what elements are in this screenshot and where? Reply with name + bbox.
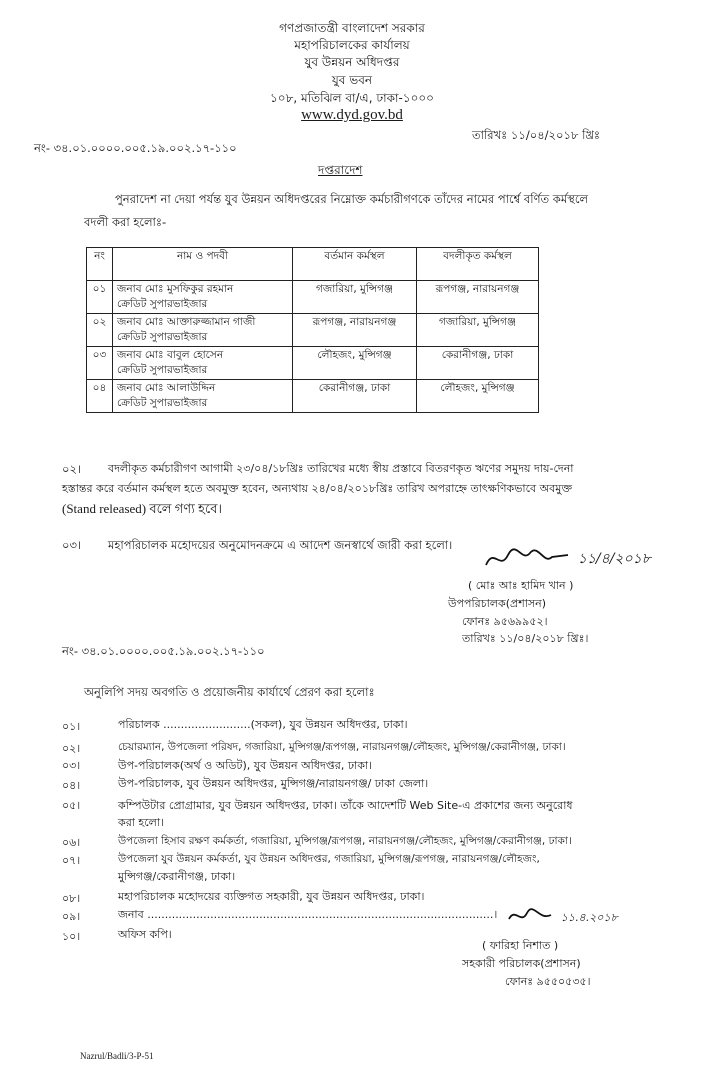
header-website[interactable]: www.dyd.gov.bd [301, 107, 403, 123]
clause-3-text: মহাপরিচালক মহোদয়ের অনুমোদনক্রমে এ আদেশ জনস্বার্থে জারী করা হলো। [108, 538, 453, 552]
copy-item-text-cont: করা হলো। [118, 816, 164, 829]
cell-transferred: গজারিয়া, মুন্সিগঞ্জ [417, 314, 539, 347]
header-govt: গণপ্রজাতন্ত্রী বাংলাদেশ সরকার [279, 21, 425, 35]
cell-current: গজারিয়া, মুন্সিগঞ্জ [293, 281, 417, 314]
cell-no: ০১ [87, 281, 113, 314]
copy-item-number: ০৫। [62, 799, 81, 812]
signer-2-name: ( ফারিহা নিশাত ) [482, 939, 559, 952]
clause-2-line3: (Stand released) বলে গণ্য হবে। [62, 501, 223, 516]
clause-2-line2: হস্তান্তর করে বর্তমান কর্মস্থল হতে অবমুক্ত হবেন, অন্যথায় ২৪/০৪/২০১৮খ্রিঃ তারিখ অপরাহ্নে তাৎক্ষণিকভাবে অবমুক্ত [62, 482, 573, 495]
header-building: যুব ভবন [331, 73, 373, 87]
copy-item-text: উপ-পরিচালক(অর্থ ও অডিট), যুব উন্নয়ন অধিদপ্তর, ঢাকা। [118, 759, 373, 772]
copy-item-number: ০২। [62, 742, 81, 755]
copy-item-text: কম্পিউটার প্রোগ্রামার, যুব উন্নয়ন অধিদপ্তর, ঢাকা। তাঁকে আদেশটি Web Site-এ প্রকাশের জন্য অনুরোধ [118, 799, 573, 812]
table-header-row [87, 248, 539, 281]
cell-name [113, 314, 293, 347]
memo-title: দপ্তরাদেশ [318, 163, 363, 177]
employee-designation: ক্রেডিট সুপারভাইজার [117, 397, 208, 409]
signature-2 [505, 905, 618, 934]
copy-intro: অনুলিপি সদয় অবগতি ও প্রয়োজনীয় কার্যার্থে প্রেরণ করা হলোঃ [84, 685, 375, 699]
employee-designation: ক্রেডিট সুপারভাইজার [117, 364, 208, 376]
memo-date: তারিখঃ ১১/০৪/২০১৮ খ্রিঃ [472, 128, 601, 142]
signer-1-name: ( মোঃ আঃ হামিদ খান ) [468, 579, 574, 592]
signer-2-title: সহকারী পরিচালক(প্রশাসন) [462, 957, 581, 970]
copy-item-number: ০৯। [62, 910, 81, 923]
employee-designation: ক্রেডিট সুপারভাইজার [117, 331, 208, 343]
employee-name: জনাব মোঃ আক্তারুজ্জামান গাজী [117, 316, 256, 328]
copy-item-text: মহাপরিচালক মহোদয়ের ব্যক্তিগত সহকারী, যুব উন্নয়ন অধিদপ্তর, ঢাকা। [118, 890, 425, 903]
clause-2-number: ০২। [62, 462, 82, 476]
col-header-name: নাম ও পদবী [113, 248, 293, 281]
signature-1 [482, 545, 651, 579]
copy-item-text: উপজেলা যুব উন্নয়ন কর্মকর্তা, যুব উন্নয়ন অধিদপ্তর, গজারিয়া, মুন্সিগঞ্জ/রূপগঞ্জ, নারায়নগঞ্জ/লৌহজং, [118, 853, 540, 865]
copy-ref-no: নং- ৩৪.০১.০০০০.০০৫.১৯.০০২.১৭-১১০ [62, 644, 265, 658]
signer-1-phone: ফোনঃ ৯৫৬৯৯৫২। [462, 615, 548, 628]
cell-current: রূপগঞ্জ, নারায়নগঞ্জ [293, 314, 417, 347]
copy-item-text: চেয়ারম্যান, উপজেলা পরিষদ, গজারিয়া, মুন্সিগঞ্জ/রূপগঞ্জ, নারায়নগঞ্জ/লৌহজং, মুন্সিগঞ্জ/কেরানীগঞ্জ, ঢাকা। [118, 741, 566, 753]
copy-item-number: ১০। [62, 930, 81, 943]
cell-no: ০৩ [87, 347, 113, 380]
header-office: মহাপরিচালকের কার্যালয় [294, 38, 410, 52]
clause-2-line1: বদলীকৃত কর্মচারীগণ আগামী ২৩/০৪/১৮খ্রিঃ তারিখের মধ্যে স্বীয় প্রস্তাবে বিতরণকৃত ঋণের সমুদয় দায়-দেনা [108, 462, 574, 475]
table-row [87, 347, 539, 380]
memo-ref-no: নং- ৩৪.০১.০০০০.০০৫.১৯.০০২.১৭-১১০ [34, 141, 237, 155]
header-address: ১০৮, মতিঝিল বা/এ, ঢাকা-১০০০ [269, 91, 434, 105]
copy-item-text: উপজেলা হিসাব রক্ষণ কর্মকর্তা, গজারিয়া, মুন্সিগঞ্জ/রূপগঞ্জ, নারায়নগঞ্জ/লৌহজং, মুন্সিগঞ্জ/কেরানীগঞ্জ, ঢাকা। [118, 835, 572, 847]
memo-intro-line2: বদলী করা হলোঃ- [84, 215, 167, 229]
cell-no: ০২ [87, 314, 113, 347]
employee-designation: ক্রেডিট সুপারভাইজার [117, 298, 208, 310]
cell-name [113, 347, 293, 380]
signature-2-date: ১১.৪.২০১৮ [560, 911, 618, 924]
employee-name: জনাব মোঃ মুসফিকুর রহমান [117, 283, 234, 295]
copy-item-text: অফিস কপি। [118, 928, 172, 941]
cell-transferred: রূপগঞ্জ, নারায়নগঞ্জ [417, 281, 539, 314]
employee-name: জনাব মোঃ বাবুল হোসেন [117, 349, 224, 361]
copy-item-text: পরিচালক .........................(সকল), যুব উন্নয়ন অধিদপ্তর, ঢাকা। [118, 718, 408, 731]
header-department: যুব উন্নয়ন অধিদপ্তর [304, 55, 400, 69]
cell-transferred: কেরানীগঞ্জ, ঢাকা [417, 347, 539, 380]
table-row [87, 281, 539, 314]
copy-item-number: ০৪। [62, 779, 81, 792]
cell-name [113, 380, 293, 413]
clause-3-number: ০৩। [62, 538, 82, 552]
employee-name: জনাব মোঃ আলাউদ্দিন [117, 382, 216, 394]
col-header-no: নং [87, 248, 113, 281]
signer-1-title: উপপরিচালক(প্রশাসন) [448, 597, 547, 610]
col-header-transferred: বদলীকৃত কর্মস্থল [417, 248, 539, 281]
table-row [87, 314, 539, 347]
cell-no: ০৪ [87, 380, 113, 413]
cell-current: কেরানীগঞ্জ, ঢাকা [293, 380, 417, 413]
table-row [87, 380, 539, 413]
copy-item-number: ০১। [62, 720, 81, 733]
copy-item-text-cont: মুন্সিগঞ্জ/কেরানীগঞ্জ, ঢাকা। [118, 870, 236, 883]
transfer-table [86, 247, 539, 413]
memo-intro-line1: পুনরাদেশ না দেয়া পর্যন্ত যুব উন্নয়ন অধিদপ্তরের নিম্নোক্ত কর্মচারীগণকে তাঁদের নামের পার্শ্বে বর্ণিত কর্মস্থলে [115, 192, 589, 206]
copy-item-text: উপ-পরিচালক, যুব উন্নয়ন অধিদপ্তর, মুন্সিগঞ্জ/নারায়নগঞ্জ/ ঢাকা জেলা। [118, 777, 429, 790]
copy-item-number: ০৭। [62, 854, 81, 867]
col-header-current: বর্তমান কর্মস্থল [293, 248, 417, 281]
signature-1-date: ১১/৪/২০১৮ [577, 551, 651, 567]
cell-transferred: লৌহজং, মুন্সিগঞ্জ [417, 380, 539, 413]
cell-current: লৌহজং, মুন্সিগঞ্জ [293, 347, 417, 380]
signature-scribble-icon [482, 545, 572, 571]
footer-file-code: Nazrul/Badli/3-P-51 [80, 1051, 154, 1061]
copy-item-number: ০৬। [62, 836, 81, 849]
signer-2-phone: ফোনঃ ৯৫৫০৫৩৫। [505, 975, 591, 988]
copy-item-number: ০৮। [62, 892, 81, 905]
copy-item-text: জনাব ...................................................................................................। [118, 908, 498, 921]
copy-date: তারিখঃ ১১/০৪/২০১৮ খ্রিঃ। [462, 632, 589, 645]
cell-name [113, 281, 293, 314]
copy-item-number: ০৩। [62, 759, 81, 772]
signature-scribble-icon [505, 905, 555, 927]
